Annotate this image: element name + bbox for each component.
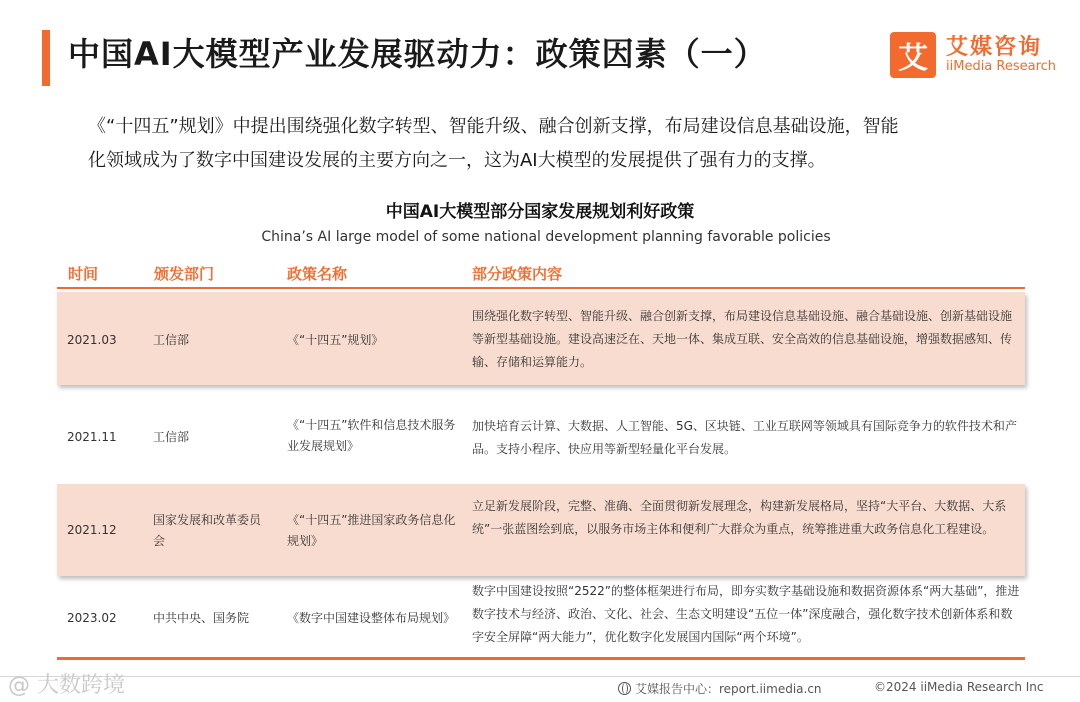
footer-divider	[0, 676, 1080, 677]
row-date: 2021.11	[67, 430, 117, 444]
table-top-rule	[57, 287, 1025, 289]
table-row	[57, 398, 1025, 476]
row-policy-name: 《“十四五”软件和信息技术服务业发展规划》	[287, 418, 456, 453]
table-row	[57, 580, 1025, 656]
row-policy-name: 《“十四五”推进国家政务信息化规划》	[287, 513, 456, 548]
intro-line-1: 《“十四五”规划》中提出围绕强化数字转型、智能升级、融合创新支撑，布局建设信息基础设施，智能	[88, 116, 899, 137]
table-row	[57, 484, 1025, 576]
logo-english-name: iiMedia Research	[946, 59, 1057, 74]
footer-copyright: ©2024 iiMedia Research Inc	[874, 680, 1044, 694]
title-accent-bar	[42, 30, 50, 86]
row-department: 中共中央、国务院	[153, 611, 250, 625]
row-department: 国家发展和改革委员会	[153, 513, 262, 548]
row-policy-content: 加快培育云计算、大数据、人工智能、5G、区块链、工业互联网等领域具有国际竞争力的软件技术和产品。支持小程序、快应用等新型轻量化平台发展。	[472, 419, 1017, 456]
row-policy-name: 《“十四五”规划》	[287, 333, 384, 347]
header-date: 时间	[68, 265, 99, 283]
row-policy-content: 立足新发展阶段，完整、准确、全面贯彻新发展理念，构建新发展格局，坚持“大平台、大数据、大系统”一张蓝图绘到底，以服务市场主体和便利广大群众为重点，统筹推进重大政务信息化工程建设。	[472, 499, 1007, 536]
globe-icon	[618, 682, 631, 695]
watermark: @ 大数跨境	[8, 673, 125, 698]
table-title: 中国AI大模型部分国家发展规划利好政策	[385, 202, 695, 222]
logo-mark: 艾	[890, 32, 936, 78]
row-policy-name: 《数字中国建设整体布局规划》	[287, 611, 456, 625]
row-date: 2021.03	[67, 333, 117, 347]
footer-source	[618, 680, 822, 697]
row-policy-content: 数字中国建设按照“2522”的整体框架进行布局，即夯实数字基础设施和数据资源体系“两大基础”，推进数字技术与经济、政治、文化、社会、生态文明建设“五位一体”深度融合，强化数字技术创新体系和数字安全屏障“两大能力”，优化数字化发展国内国际“两个环境”。	[472, 584, 1020, 644]
table-header	[64, 263, 1024, 287]
header-department: 颁发部门	[154, 265, 215, 283]
header-policy-name: 政策名称	[287, 265, 348, 283]
page-title: 中国AI大模型产业发展驱动力：政策因素（一）	[68, 35, 767, 73]
intro-line-2: 化领域成为了数字中国建设发展的主要方向之一，这为AI大模型的发展提供了强有力的支撑。	[88, 150, 826, 171]
row-date: 2023.02	[67, 611, 117, 625]
iimedia-logo	[890, 32, 1060, 80]
intro-paragraph	[88, 110, 1028, 178]
footer-source-text: 艾媒报告中心：report.iimedia.cn	[635, 682, 822, 696]
row-date: 2021.12	[67, 523, 117, 537]
logo-chinese-name: 艾媒咨询	[946, 35, 1043, 60]
row-department: 工信部	[153, 333, 190, 347]
row-department: 工信部	[153, 430, 190, 444]
table-bottom-rule	[57, 657, 1025, 660]
table-row	[57, 292, 1025, 385]
header-policy-content: 部分政策内容	[472, 265, 563, 283]
row-policy-content: 围绕强化数字转型、智能升级、融合创新支撑，布局建设信息基础设施、融合基础设施、创新基础设施等新型基础设施。建设高速泛在、天地一体、集成互联、安全高效的信息基础设施，增强数据感知、传输、存储和运算能力。	[472, 309, 1013, 369]
table-subtitle: China’s AI large model of some national development planning favorable policies	[261, 229, 831, 245]
